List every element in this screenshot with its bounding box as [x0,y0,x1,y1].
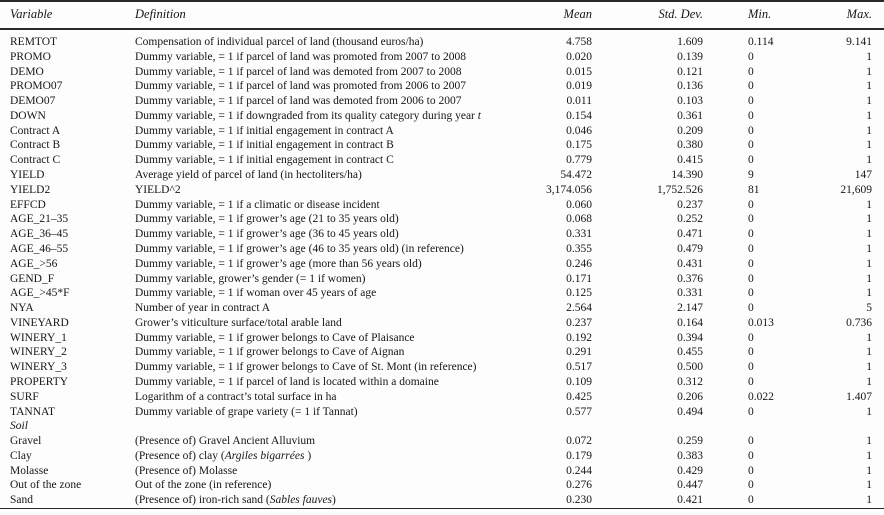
table-row [0,493,884,508]
variable-cell: Out of the zone [10,479,82,492]
definition-cell: Dummy variable, = 1 if parcel of land was demoted from 2007 to 2008 [135,65,462,78]
definition-cell: Dummy variable, = 1 if initial engagement in contract B [135,139,394,152]
variable-cell: DOWN [10,109,46,122]
min-cell: 0 [748,361,754,374]
max-cell: 1 [866,331,872,344]
std-dev-cell: 0.383 [677,449,703,462]
variable-cell: Molasse [10,464,49,477]
table-row [0,29,884,50]
max-cell: 1 [866,109,872,122]
column-header-definition: Definition [125,1,455,29]
min-cell: 0.022 [748,390,774,403]
max-cell: 1 [866,346,872,359]
max-cell: 1 [866,198,872,211]
column-header-mean: Mean [455,1,592,29]
table-row [0,272,884,287]
min-cell: 0 [748,257,754,270]
table-row [0,227,884,242]
mean-cell: 2.564 [566,302,592,315]
table-row [0,331,884,346]
table-row [0,478,884,493]
max-cell: 1 [866,242,872,255]
min-cell: 0 [748,331,754,344]
definition-cell: Dummy variable, = 1 if parcel of land is located within a domaine [135,375,439,388]
min-cell: 0 [748,375,754,388]
variable-cell: AGE_46–55 [10,242,69,255]
std-dev-cell: 0.431 [677,257,703,270]
table-row [0,419,884,434]
min-cell: 81 [748,183,760,196]
std-dev-cell: 0.121 [677,65,703,78]
table-row [0,360,884,375]
variable-cell: VINEYARD [10,316,69,329]
min-cell [703,419,783,434]
mean-cell: 0.355 [566,242,592,255]
definition-cell: Dummy variable, = 1 if downgraded from its quality category during year t [135,109,481,122]
definition-cell: Dummy variable, = 1 if parcel of land was promoted from 2007 to 2008 [135,50,466,63]
std-dev-cell: 1,752.526 [657,183,703,196]
std-dev-cell: 0.164 [677,316,703,329]
max-cell: 1 [866,228,872,241]
std-dev-cell: 0.252 [677,213,703,226]
table-row [0,124,884,139]
table-body [0,29,884,509]
definition-cell: Dummy variable of grape variety (= 1 if Tannat) [135,405,358,418]
definition-cell: Dummy variable, = 1 if grower’s age (36 to 45 years old) [135,228,399,241]
min-cell: 0 [748,479,754,492]
std-dev-cell: 1.609 [677,36,703,48]
variable-cell: AGE_36–45 [10,228,69,241]
std-dev-cell: 0.312 [677,375,703,388]
definition-cell [125,419,455,434]
max-cell: 1 [866,287,872,300]
mean-cell: 54.472 [560,169,592,182]
mean-cell: 0.046 [566,124,592,137]
table-row [0,50,884,65]
min-cell: 0 [748,242,754,255]
max-cell [783,419,884,434]
min-cell: 0 [748,109,754,122]
column-header-max: Max. [783,1,884,29]
max-cell: 147 [854,169,872,182]
table-row [0,257,884,272]
variable-cell: Sand [10,494,33,507]
variable-cell: YIELD2 [10,183,51,196]
column-header-variable: Variable [0,1,125,29]
min-cell: 0 [748,435,754,448]
max-cell: 1 [866,272,872,285]
variable-cell: Gravel [10,435,42,448]
definition-cell: Dummy variable, = 1 if initial engagement in contract A [135,124,394,137]
min-cell: 0 [748,287,754,300]
min-cell: 0 [748,65,754,78]
table-row [0,316,884,331]
variable-cell: NYA [10,302,34,315]
table-row [0,464,884,479]
variable-cell: GEND_F [10,272,55,285]
std-dev-cell: 0.237 [677,198,703,211]
min-cell: 0 [748,464,754,477]
min-cell: 0 [748,494,754,507]
variable-cell: AGE_>45*F [10,287,70,300]
std-dev-cell: 0.500 [677,361,703,374]
max-cell: 1 [866,124,872,137]
mean-cell: 3,174.056 [546,183,592,196]
variable-cell: TANNAT [10,405,56,418]
std-dev-cell: 0.479 [677,242,703,255]
min-cell: 0.013 [748,316,774,329]
table-header [0,1,884,29]
mean-cell: 0.237 [566,316,592,329]
variable-cell: WINERY_1 [10,331,67,344]
std-dev-cell: 2.147 [677,302,703,315]
mean-cell: 0.175 [566,139,592,152]
definition-cell: Dummy variable, = 1 if woman over 45 years of age [135,287,377,300]
std-dev-cell: 0.259 [677,435,703,448]
table-row [0,65,884,80]
max-cell: 21,609 [840,183,872,196]
definition-cell: Average yield of parcel of land (in hectoliters/ha) [135,169,362,182]
table-row [0,449,884,464]
table-row [0,153,884,168]
mean-cell: 0.425 [566,390,592,403]
definition-cell: Number of year in contract A [135,302,271,315]
min-cell: 0 [748,80,754,93]
variable-cell: PROPERTY [10,375,69,388]
max-cell: 1 [866,139,872,152]
std-dev-cell: 0.376 [677,272,703,285]
max-cell: 1 [866,361,872,374]
max-cell: 9.141 [846,36,872,48]
max-cell: 1 [866,65,872,78]
std-dev-cell: 14.390 [671,169,703,182]
mean-cell: 0.125 [566,287,592,300]
mean-cell: 0.019 [566,80,592,93]
max-cell: 0.736 [846,316,872,329]
variable-cell: PROMO [10,50,51,63]
min-cell: 0 [748,228,754,241]
mean-cell: 0.011 [566,95,592,108]
definition-cell: Dummy variable, = 1 if grower belongs to Cave of Aignan [135,346,405,359]
mean-cell: 0.246 [566,257,592,270]
variable-cell: YIELD [10,169,45,182]
max-cell: 5 [866,302,872,315]
std-dev-cell: 0.361 [677,109,703,122]
column-header-std-dev: Std. Dev. [592,1,703,29]
definition-cell: Dummy variable, grower’s gender (= 1 if women) [135,272,366,285]
definition-cell: (Presence of) Gravel Ancient Alluvium [135,435,316,448]
std-dev-cell: 0.394 [677,331,703,344]
std-dev-cell: 0.139 [677,50,703,63]
mean-cell: 0.577 [566,405,592,418]
std-dev-cell: 0.471 [677,228,703,241]
variable-cell: Contract A [10,124,61,137]
variable-cell: AGE_21–35 [10,213,69,226]
std-dev-cell: 0.331 [677,287,703,300]
definition-cell: (Presence of) clay (Argiles bigarrées ) [135,449,312,462]
min-cell: 0 [748,154,754,167]
min-cell: 0 [748,124,754,137]
mean-cell: 0.517 [566,361,592,374]
variable-cell: Soil [10,420,28,433]
definition-cell: Dummy variable, = 1 if parcel of land was promoted from 2006 to 2007 [135,80,466,93]
table-row [0,345,884,360]
definition-cell: Dummy variable, = 1 if parcel of land was demoted from 2006 to 2007 [135,95,462,108]
max-cell: 1 [866,50,872,63]
mean-cell: 0.192 [566,331,592,344]
table-row [0,168,884,183]
max-cell: 1 [866,375,872,388]
table-row [0,375,884,390]
std-dev-cell: 0.206 [677,390,703,403]
mean-cell: 0.020 [566,50,592,63]
std-dev-cell: 0.415 [677,154,703,167]
std-dev-cell: 0.136 [677,80,703,93]
definition-cell: Dummy variable, = 1 if grower’s age (46 to 35 years old) (in reference) [135,242,464,255]
std-dev-cell: 0.447 [677,479,703,492]
variable-cell: AGE_>56 [10,257,58,270]
table-row [0,405,884,420]
min-cell: 0.114 [748,36,774,48]
definition-cell: Out of the zone (in reference) [135,479,272,492]
mean-cell: 0.109 [566,375,592,388]
mean-cell: 4.758 [566,36,592,48]
min-cell: 0 [748,95,754,108]
table-row [0,183,884,198]
std-dev-cell: 0.429 [677,464,703,477]
mean-cell: 0.072 [566,435,592,448]
mean-cell [455,419,592,434]
table-row [0,94,884,109]
variable-cell: PROMO07 [10,80,63,93]
table-row [0,198,884,213]
mean-cell: 0.179 [566,449,592,462]
variable-cell: Contract B [10,139,61,152]
std-dev-cell: 0.103 [677,95,703,108]
min-cell: 0 [748,272,754,285]
table-row [0,286,884,301]
table-row [0,138,884,153]
definition-cell: (Presence of) Molasse [135,464,238,477]
min-cell: 9 [748,169,754,182]
definition-cell: (Presence of) iron-rich sand (Sables fauves) [135,494,336,507]
min-cell: 0 [748,213,754,226]
mean-cell: 0.015 [566,65,592,78]
definition-cell: Dummy variable, = 1 if grower belongs to Cave of St. Mont (in reference) [135,361,477,374]
max-cell: 1 [866,154,872,167]
std-dev-cell: 0.494 [677,405,703,418]
definition-cell: Grower’s viticulture surface/total arable land [135,316,342,329]
definition-cell: Logarithm of a contract’s total surface in ha [135,390,337,403]
mean-cell: 0.171 [566,272,592,285]
std-dev-cell: 0.421 [677,494,703,507]
definition-cell: Dummy variable, = 1 if grower belongs to Cave of Plaisance [135,331,415,344]
variable-cell: SURF [10,390,39,403]
variable-cell: Contract C [10,154,61,167]
min-cell: 0 [748,50,754,63]
variable-cell: Clay [10,449,32,462]
table-row [0,212,884,227]
min-cell: 0 [748,198,754,211]
std-dev-cell: 0.209 [677,124,703,137]
definition-cell: YIELD^2 [135,183,181,196]
definition-cell: Compensation of individual parcel of land (thousand euros/ha) [135,36,424,48]
max-cell: 1 [866,80,872,93]
max-cell: 1 [866,95,872,108]
table-row [0,79,884,94]
mean-cell: 0.244 [566,464,592,477]
variable-cell: WINERY_3 [10,361,67,374]
variable-cell: REMTOT [10,36,58,48]
max-cell: 1 [866,435,872,448]
definition-cell: Dummy variable, = 1 if initial engagement in contract C [135,154,394,167]
max-cell: 1 [866,257,872,270]
variable-cell: WINERY_2 [10,346,67,359]
max-cell: 1 [866,213,872,226]
table-row [0,390,884,405]
definition-cell: Dummy variable, = 1 if a climatic or disease incident [135,198,380,211]
max-cell: 1 [866,494,872,507]
mean-cell: 0.276 [566,479,592,492]
std-dev-cell: 0.380 [677,139,703,152]
min-cell: 0 [748,139,754,152]
mean-cell: 0.154 [566,109,592,122]
header-row [0,1,884,29]
mean-cell: 0.060 [566,198,592,211]
std-dev-cell [592,419,703,434]
min-cell: 0 [748,405,754,418]
variable-cell: DEMO [10,65,44,78]
max-cell: 1.407 [846,390,872,403]
std-dev-cell: 0.455 [677,346,703,359]
max-cell: 1 [866,405,872,418]
min-cell: 0 [748,346,754,359]
mean-cell: 0.068 [566,213,592,226]
variable-cell: DEMO07 [10,95,56,108]
max-cell: 1 [866,479,872,492]
table-row [0,109,884,124]
table-row [0,301,884,316]
variable-cell: EFFCD [10,198,46,211]
table-row [0,242,884,257]
mean-cell: 0.779 [566,154,592,167]
definition-cell: Dummy variable, = 1 if grower’s age (21 to 35 years old) [135,213,399,226]
table-row [0,434,884,449]
mean-cell: 0.291 [566,346,592,359]
definition-cell: Dummy variable, = 1 if grower’s age (more than 56 years old) [135,257,422,270]
mean-cell: 0.230 [566,494,592,507]
column-header-min: Min. [703,1,783,29]
min-cell: 0 [748,302,754,315]
max-cell: 1 [866,464,872,477]
max-cell: 1 [866,449,872,462]
min-cell: 0 [748,449,754,462]
mean-cell: 0.331 [566,228,592,241]
